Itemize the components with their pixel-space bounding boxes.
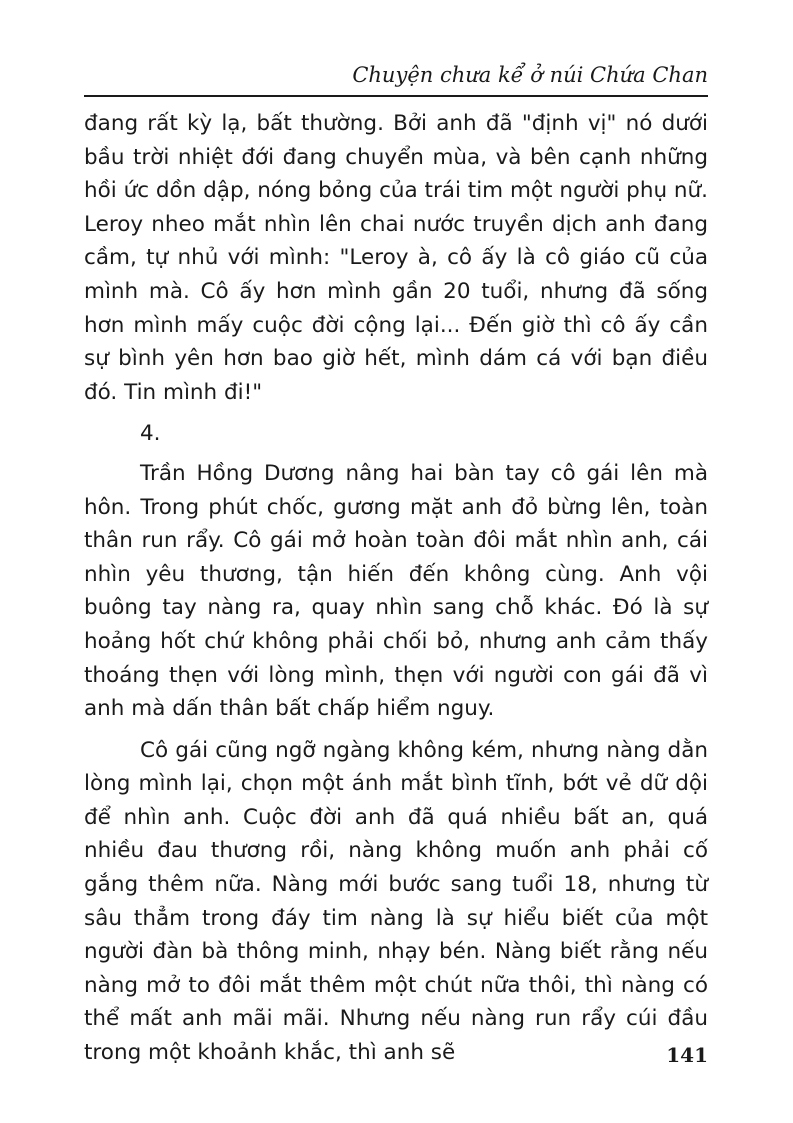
- paragraph: Trần Hồng Dương nâng hai bàn tay cô gái lên mà hôn. Trong phút chốc, gương mặt anh đỏ bừng lên, toàn thân run rẩy. Cô gái mở hoàn toàn đôi mắt nhìn anh, cái nhìn yêu thương, tận hiến đến không cùng. Anh vội buông tay nàng ra, quay nhìn sang chỗ khác. Đó là sự hoảng hốt chứ không phải chối bỏ, nhưng anh cảm thấy thoáng thẹn với lòng mình, thẹn với người con gái đã vì anh mà dấn thân bất chấp hiểm nguy.: [84, 460, 708, 722]
- body-text: [84, 107, 708, 1078]
- running-header-title: Chuyện chưa kể ở núi Chứa Chan: [352, 63, 708, 87]
- header-rule: [84, 95, 708, 97]
- paragraph-continued: đang rất kỳ lạ, bất thường. Bởi anh đã "định vị" nó dưới bầu trời nhiệt đới đang chuyển mùa, và bên cạnh những hồi ức dồn dập, nóng bỏng của trái tim một người phụ nữ. Leroy nheo mắt nhìn lên chai nước truyền dịch anh đang cầm, tự nhủ với mình: "Leroy à, cô ấy là cô giáo cũ của mình mà. Cô ấy hơn mình gần 20 tuổi, nhưng đã sống hơn mình mấy cuộc đời cộng lại... Đến giờ thì cô ấy cần sự bình yên hơn bao giờ hết, mình dám cá với bạn điều đó. Tin mình đi!": [84, 111, 709, 405]
- paragraph: Cô gái cũng ngỡ ngàng không kém, nhưng nàng dằn lòng mình lại, chọn một ánh mắt bình tĩnh, bớt vẻ dữ dội để nhìn anh. Cuộc đời anh đã quá nhiều bất an, quá nhiều đau thương rồi, nàng không muốn anh phải cố gắng thêm nữa. Nàng mới bước sang tuổi 18, nhưng từ sâu thẳm trong đáy tim nàng là sự hiểu biết của một người đàn bà thông minh, nhạy bén. Nàng biết rằng nếu nàng mở to đôi mắt thêm một chút nữa thôi, thì nàng có thể mất anh mãi mãi. Nhưng nếu nàng run rẩy cúi đầu trong một khoảnh khắc, thì anh sẽ: [84, 737, 708, 1066]
- section-number: 4.: [140, 421, 161, 447]
- page-number: 141: [666, 1043, 708, 1067]
